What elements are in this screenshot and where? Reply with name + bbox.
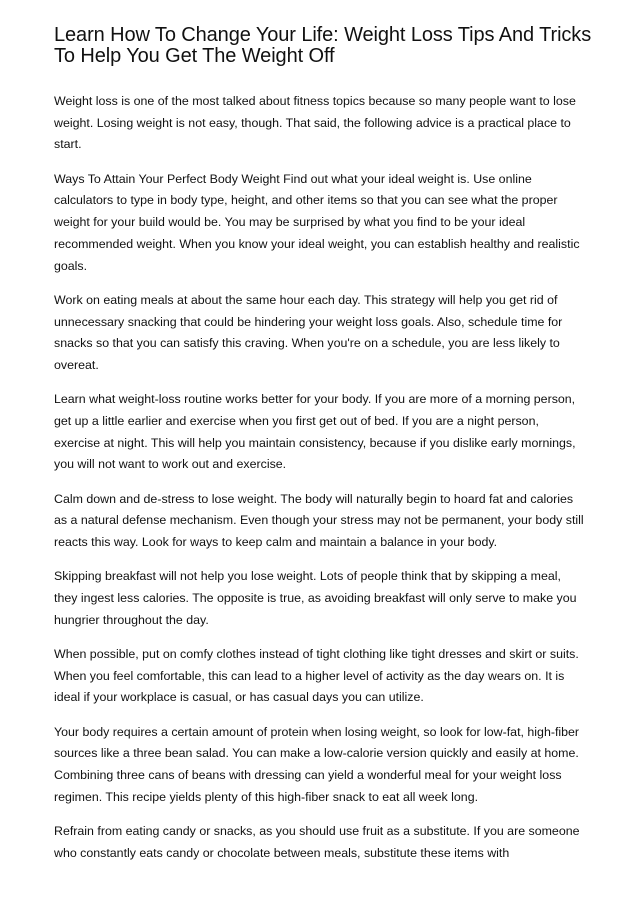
paragraph-ideal-weight: Ways To Attain Your Perfect Body Weight Find out what your ideal weight is. Use online calculators to type in body type, height, and other items so that you can see what the proper weight for your build would be. You may be surprised by what you find to be your ideal recommended weight. When you know your ideal weight, you can establish healthy and realistic goals. — [54, 171, 580, 273]
paragraph-breakfast: Skipping breakfast will not help you lose weight. Lots of people think that by skipping a meal, they ingest less calories. The opposite is true, as avoiding breakfast will only serve to make you hungrier throughout the day. — [54, 569, 577, 627]
paragraph-protein: Your body requires a certain amount of protein when losing weight, so look for low-fat, high-fiber sources like a three bean salad. You can make a low-calorie version quickly and easily at home. Combining three cans of beans with dressing can yield a wonderful meal for your weight loss regimen. This recipe yields plenty of this high-fiber snack to eat all week long. — [54, 724, 580, 804]
paragraph-intro: Weight loss is one of the most talked about fitness topics because so many people want to lose weight. Losing weight is not easy, though. That said, the following advice is a practical place to start. — [54, 94, 576, 152]
document-title: Learn How To Change Your Life: Weight Loss Tips And Tricks To Help You Get The Weight Off — [54, 24, 592, 67]
paragraph-de-stress: Calm down and de-stress to lose weight. The body will naturally begin to hoard fat and calories as a natural defense mechanism. Even though your stress may not be permanent, your body still reacts this way. Look for ways to keep calm and maintain a balance in your body. — [54, 491, 584, 550]
paragraph-comfy-clothes: When possible, put on comfy clothes instead of tight clothing like tight dresses and skirt or suits. When you feel comfortable, this can lead to a higher level of activity as the day wears on. It is ideal if your workplace is casual, or has casual days you can utilize. — [54, 647, 579, 705]
paragraph-routine: Learn what weight-loss routine works better for your body. If you are more of a morning person, get up a little earlier and exercise when you first get out of bed. If you are a night person, exercise at night. This will help you maintain consistency, because if you dislike early mornings, you will not want to work out and exercise. — [54, 392, 576, 472]
paragraph-meal-schedule: Work on eating meals at about the same hour each day. This strategy will help you get rid of unnecessary snacking that could be hindering your weight loss goals. Also, schedule time for snacks so that you can satisfy this craving. When you're on a schedule, you are less likely to overeat. — [54, 292, 563, 372]
paragraph-candy: Refrain from eating candy or snacks, as you should use fruit as a substitute. If you are someone who constantly eats candy or chocolate between meals, substitute these items with — [54, 824, 580, 860]
document-body — [54, 91, 586, 877]
